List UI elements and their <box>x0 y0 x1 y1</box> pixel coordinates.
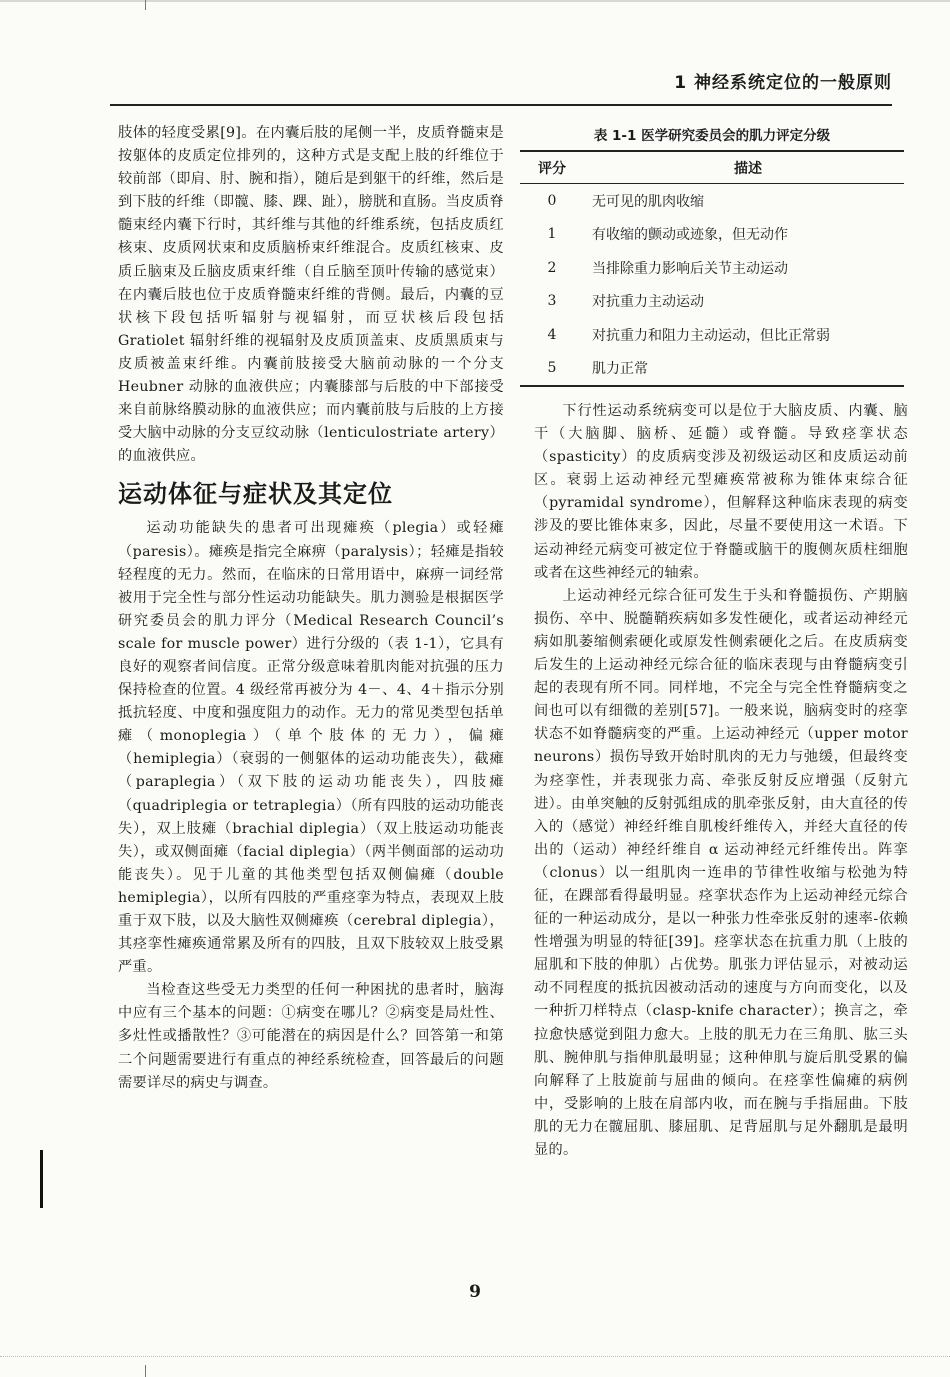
crop-mark-bottom <box>145 1365 146 1377</box>
section-heading: 运动体征与症状及其定位 <box>118 480 393 509</box>
score-cell: 5 <box>520 352 584 387</box>
description-cell: 有收缩的颤动或迹象，但无动作 <box>592 227 788 244</box>
running-header: 1 神经系统定位的一般原则 <box>674 73 892 93</box>
crop-mark-top <box>145 0 146 10</box>
scan-edge-bottom <box>0 1356 950 1358</box>
table-header-row <box>520 151 904 184</box>
table-row <box>520 184 904 218</box>
scan-edge-top <box>0 0 950 2</box>
left-column <box>118 122 504 1095</box>
header-rule <box>110 104 892 106</box>
description-cell: 对抗重力主动运动 <box>592 294 704 311</box>
table-row <box>520 318 904 352</box>
right-paragraph-2: 上运动神经元综合征可发生于头和脊髓损伤、产期脑损伤、卒中、脱髓鞘疾病如多发性硬化，或者运动神经元病如肌萎缩侧索硬化或原发性侧索硬化之后。在皮质病变后发生的上运动神经元综合征的临床表现与由脊髓病变引起的表现有所不同。同样地，不完全与完全性脊髓病变之间也可以有细微的差别[57]。一般来说，脑病变时的痉挛状态不如脊髓病变的严重。上运动神经元（upper motor neurons）损伤导致开始时肌肉的无力与弛缓，但最终变为痉挛性，并表现张力高、牵张反射反应增强（反射亢进）。由单突触的反射弧组成的肌牵张反射，由大直径的传入的（感觉）神经纤维自肌梭纤维传入，并经大直径的传出的（运动）神经纤维自 α 运动神经元纤维传出。阵挛（clonus）以一组肌肉一连串的节律性收缩与松弛为特征，在踝部看得最明显。痉挛状态作为上运动神经元综合征的一种运动成分，是以一种张力性牵张反射的速率-依赖性增强为明显的特征[39]。痉挛状态在抗重力肌（上肢的屈肌和下肢的伸肌）占优势。肌张力评估显示，对被动运动不同程度的抵抗因被动活动的速度与方向而变化，以及一种折刀样特点（clasp-knife character）；换言之，牵拉愈快感觉到阻力愈大。上肢的肌无力在三角肌、肱三头肌、腕伸肌与指伸肌最明显；这种伸肌与旋后肌受累的偏向解释了上肢旋前与屈曲的倾向。在痉挛性偏瘫的病例中，受影响的上肢在肩部内收，而在腕与手指屈曲。下肢肌的无力在髋屈肌、膝屈肌、足背屈肌与足外翻肌是最明显的。 <box>534 587 908 1158</box>
right-paragraph-1: 下行性运动系统病变可以是位于大脑皮质、内囊、脑干（大脑脚、脑桥、延髓）或脊髓。导致痉挛状态（spasticity）的皮质病变涉及初级运动区和皮质运动前区。衰弱上运动神经元型瘫痪常被称为锥体束综合征（pyramidal syndrome），但解释这种临床表现的病变涉及的要比锥体束多，因此，尽量不要使用这一术语。下运动神经元病变可被定位于脊髓或脑干的腹侧灰质柱细胞或者在这些神经元的轴索。 <box>534 403 908 581</box>
column-header-score: 评分 <box>520 151 584 184</box>
description-cell: 对抗重力和阻力主动运动，但比正常弱 <box>592 327 830 344</box>
score-cell: 2 <box>547 259 557 276</box>
description-cell: 无可见的肌肉收缩 <box>592 193 704 210</box>
description-cell: 当排除重力影响后关节主动运动 <box>592 260 788 277</box>
left-paragraph-1: 肢体的轻度受累[9]。在内囊后肢的尾侧一半，皮质脊髓束是按躯体的皮质定位排列的，这种方式是支配上肢的纤维位于较前部（即肩、肘、腕和指），随后是到躯干的纤维，然后是到下肢的纤维（即髋、膝、踝、趾），膀胱和直肠。当皮质脊髓束经内囊下行时，其纤维与其他的纤维系统，包括皮质红核束、皮质网状束和皮质脑桥束纤维混合。皮质红核束、皮质丘脑束及丘脑皮质束纤维（自丘脑至顶叶传输的感觉束）在内囊后肢也位于皮质脊髓束纤维的背侧。最后，内囊的豆状核下段包括听辐射与视辐射，而豆状核后段包括 Gratiolet 辐射纤维的视辐射及皮质顶盖束、皮质黑质束与皮质被盖束纤维。内囊前肢接受大脑前动脉的一个分支 Heubner 动脉的血液供应；内囊膝部与后肢的中下部接受来自前脉络膜动脉的血液供应；而内囊前肢与后肢的上方接受大脑中动脉的分支豆纹动脉（lenticulostriate artery）的血液供应。 <box>118 125 504 465</box>
description-cell: 肌力正常 <box>584 352 904 387</box>
left-paragraph-3: 当检查这些受无力类型的任何一种困扰的患者时，脑海中应有三个基本的问题：①病变在哪儿？②病变是局灶性、多灶性或播散性？③可能潜在的病因是什么？回答第一和第二个问题需要进行有重点的神经系统检查，回答最后的问题需要详尽的病史与调查。 <box>118 982 504 1091</box>
score-cell: 0 <box>547 192 557 209</box>
table-row <box>520 352 904 387</box>
table-row <box>520 285 904 319</box>
right-column <box>534 400 908 1162</box>
column-header-description: 描述 <box>584 151 904 184</box>
table-row <box>520 218 904 252</box>
margin-mark <box>40 1150 43 1208</box>
left-paragraph-2: 运动功能缺失的患者可出现瘫痪（plegia）或轻瘫（paresis）。瘫痪是指完全麻痹（paralysis）；轻瘫是指较轻程度的无力。然而，在临床的日常用语中，麻痹一词经常被用于完全性与部分性运动功能缺失。肌力测验是根据医学研究委员会的肌力评分（Medical Research Council’s scale for muscle power）进行分级的（表 1-1），它具有良好的观察者间信度。正常分级意味着肌肉能对抗强的压力保持检查的位置。4 级经常再被分为 4－、4、4＋指示分别抵抗轻度、中度和强度阻力的动作。无力的常见类型包括单瘫（monoplegia）（单个肢体的无力），偏瘫（hemiplegia）（衰弱的一侧躯体的运动功能丧失），截瘫（paraplegia）（双下肢的运动功能丧失），四肢瘫（quadriplegia or tetraplegia）（所有四肢的运动功能丧失），双上肢瘫（brachial diplegia）（双上肢运动功能丧失），或双侧面瘫（facial diplegia）（两半侧面部的运动功能丧失）。见于儿童的其他类型包括双侧偏瘫（double hemiplegia），以所有四肢的严重痉挛为特点，表现双上肢重于双下肢，以及大脑性双侧瘫痪（cerebral diplegia），其痉挛性瘫痪通常累及所有的四肢，且双下肢较双上肢受累严重。 <box>118 520 504 976</box>
muscle-strength-table <box>520 150 904 387</box>
page-number: 9 <box>469 1282 481 1302</box>
score-cell: 3 <box>547 293 557 310</box>
table-row <box>520 251 904 285</box>
score-cell: 4 <box>547 326 557 343</box>
score-cell: 1 <box>547 226 557 243</box>
table-caption: 表 1-1 医学研究委员会的肌力评定分级 <box>593 128 831 144</box>
